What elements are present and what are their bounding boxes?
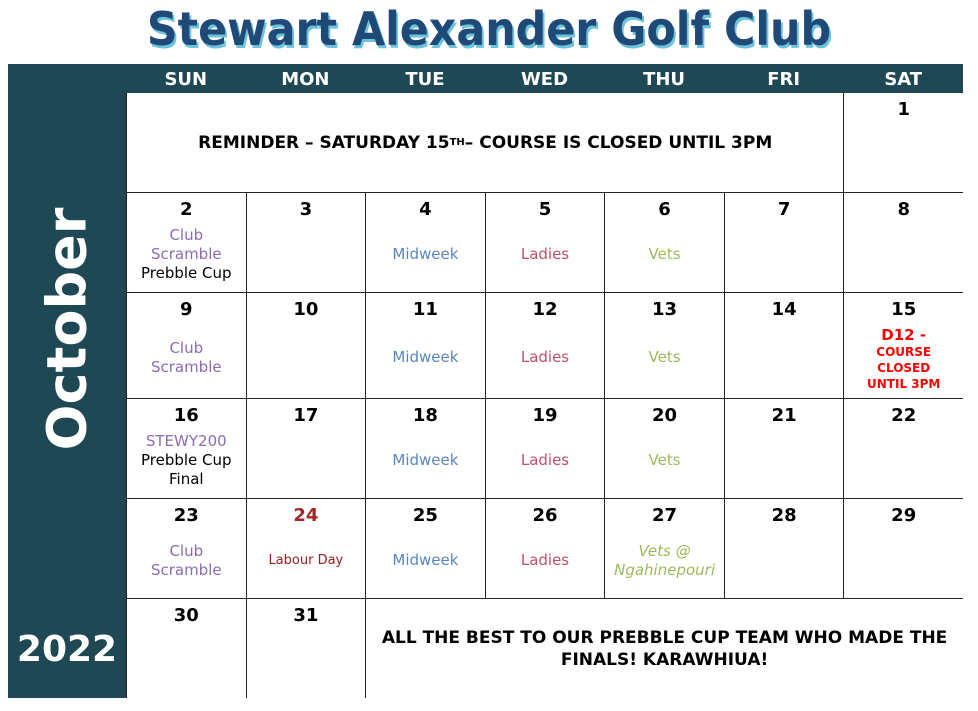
day-cell — [366, 499, 485, 598]
event-text: UNTIL 3PM — [867, 377, 941, 391]
day-cell — [247, 499, 366, 598]
event-text: Ngahinepouri — [614, 560, 715, 579]
day-cell — [486, 499, 605, 598]
day-number: 26 — [532, 505, 558, 526]
event-text: Ladies — [520, 348, 570, 366]
event-text: COURSE — [876, 345, 932, 359]
day-cell — [486, 293, 605, 398]
day-number: 22 — [891, 405, 917, 426]
weekday-header — [126, 64, 963, 93]
day-number: 31 — [293, 605, 319, 626]
day-number: 13 — [652, 299, 678, 320]
day-number: 6 — [658, 199, 671, 220]
event-text: Midweek — [392, 348, 459, 366]
event-list — [141, 429, 232, 498]
day-cell — [127, 399, 246, 498]
day-cell — [844, 499, 963, 598]
event-text: Scramble — [150, 560, 222, 579]
day-number: 25 — [412, 505, 438, 526]
event-list — [521, 429, 569, 498]
event-list — [268, 529, 343, 598]
day-number: 29 — [891, 505, 917, 526]
club-title: Stewart Alexander Golf Club — [146, 2, 832, 56]
event-text: Scramble — [150, 357, 222, 376]
weekday-sat: SAT — [884, 69, 923, 90]
day-cell — [366, 399, 485, 498]
event-list — [521, 323, 569, 398]
day-number: 21 — [771, 405, 797, 426]
day-number: 5 — [538, 199, 552, 220]
day-cell — [605, 293, 724, 398]
day-number: 17 — [293, 405, 319, 426]
day-cell — [725, 399, 844, 498]
closing-message: ALL THE BEST TO OUR PREBBLE CUP TEAM WHO MADE THE FINALS! KARAWHIUA! — [366, 599, 963, 698]
day-number: 14 — [771, 299, 797, 320]
event-list — [649, 323, 681, 398]
event-list — [141, 223, 232, 292]
day-number: 11 — [412, 299, 438, 320]
event-text: Ladies — [520, 245, 570, 263]
day-cell — [247, 399, 366, 498]
day-cell — [605, 399, 724, 498]
day-number: 1 — [897, 99, 910, 120]
day-cell — [127, 499, 246, 598]
day-cell — [366, 193, 485, 292]
reminder-banner: REMINDER – SATURDAY 15 TH – COURSE IS CLOSED UNTIL 3PM — [127, 93, 843, 192]
day-number: 20 — [652, 405, 678, 426]
event-text: Midweek — [392, 551, 459, 569]
day-cell — [127, 599, 246, 698]
weekday-mon: MON — [281, 69, 330, 90]
day-number: 18 — [412, 405, 438, 426]
weekday-tue: TUE — [405, 69, 445, 90]
day-cell — [605, 499, 724, 598]
weekday-sun: SUN — [164, 69, 208, 90]
day-cell — [844, 399, 963, 498]
event-list — [867, 323, 940, 398]
event-list — [614, 529, 715, 598]
day-number: 12 — [532, 299, 558, 320]
day-cell — [486, 193, 605, 292]
day-cell — [247, 193, 366, 292]
event-text: Club — [169, 226, 204, 244]
month-sidebar — [8, 64, 126, 698]
event-text: Scramble — [150, 245, 222, 263]
event-text: D12 - — [881, 326, 927, 344]
day-number: 4 — [419, 199, 432, 220]
day-cell — [127, 293, 246, 398]
day-cell — [844, 93, 963, 192]
day-cell — [725, 499, 844, 598]
event-text: Vets @ — [638, 541, 691, 560]
event-text: Vets — [648, 348, 681, 366]
month-label: October — [35, 207, 99, 451]
event-list — [392, 223, 458, 292]
day-number: 8 — [897, 199, 910, 220]
event-text: Labour Day — [268, 553, 344, 568]
event-text: STEWY200 — [145, 432, 227, 450]
day-number: 30 — [173, 605, 199, 626]
day-cell — [725, 293, 844, 398]
day-cell — [844, 193, 963, 292]
event-text: Club — [169, 338, 204, 357]
event-text: Midweek — [392, 245, 459, 263]
day-number: 7 — [777, 199, 791, 220]
event-text: Midweek — [392, 451, 459, 469]
day-number: 28 — [771, 505, 797, 526]
event-text: CLOSED — [877, 361, 931, 375]
day-number: 16 — [173, 405, 199, 426]
day-cell — [844, 293, 963, 398]
event-text: Ladies — [520, 551, 570, 569]
event-list — [521, 223, 569, 292]
event-list — [392, 529, 458, 598]
weekday-thu: THU — [643, 69, 686, 90]
event-text: Vets — [648, 245, 681, 263]
calendar — [8, 64, 963, 698]
day-cell — [725, 193, 844, 292]
event-text: Prebble Cup — [141, 264, 232, 282]
event-text: Ladies — [520, 451, 570, 469]
event-list — [151, 529, 222, 598]
day-number: 27 — [652, 505, 678, 526]
event-text: Vets — [648, 451, 681, 469]
event-list — [151, 323, 222, 398]
day-number: 3 — [299, 199, 313, 220]
day-number: 10 — [293, 299, 319, 320]
event-list — [521, 529, 569, 598]
day-number: 9 — [180, 299, 193, 320]
day-number: 19 — [532, 405, 558, 426]
event-text: Final — [168, 470, 204, 488]
day-cell — [127, 193, 246, 292]
day-cell — [247, 293, 366, 398]
event-text: Prebble Cup — [141, 451, 232, 469]
event-list — [649, 223, 681, 292]
event-list — [392, 323, 458, 398]
day-cell — [247, 599, 366, 698]
weekday-fri: FRI — [767, 69, 801, 90]
day-number: 24 — [293, 505, 319, 526]
event-text: Club — [169, 541, 204, 560]
day-cell — [366, 293, 485, 398]
event-list — [649, 429, 681, 498]
day-cell — [486, 399, 605, 498]
day-number: 2 — [180, 199, 193, 220]
event-list — [392, 429, 458, 498]
year-label: 2022 — [16, 629, 118, 670]
day-number: 23 — [173, 505, 199, 526]
day-number: 15 — [891, 299, 917, 320]
weekday-wed: WED — [520, 69, 569, 90]
calendar-grid — [126, 93, 963, 698]
day-cell — [605, 193, 724, 292]
